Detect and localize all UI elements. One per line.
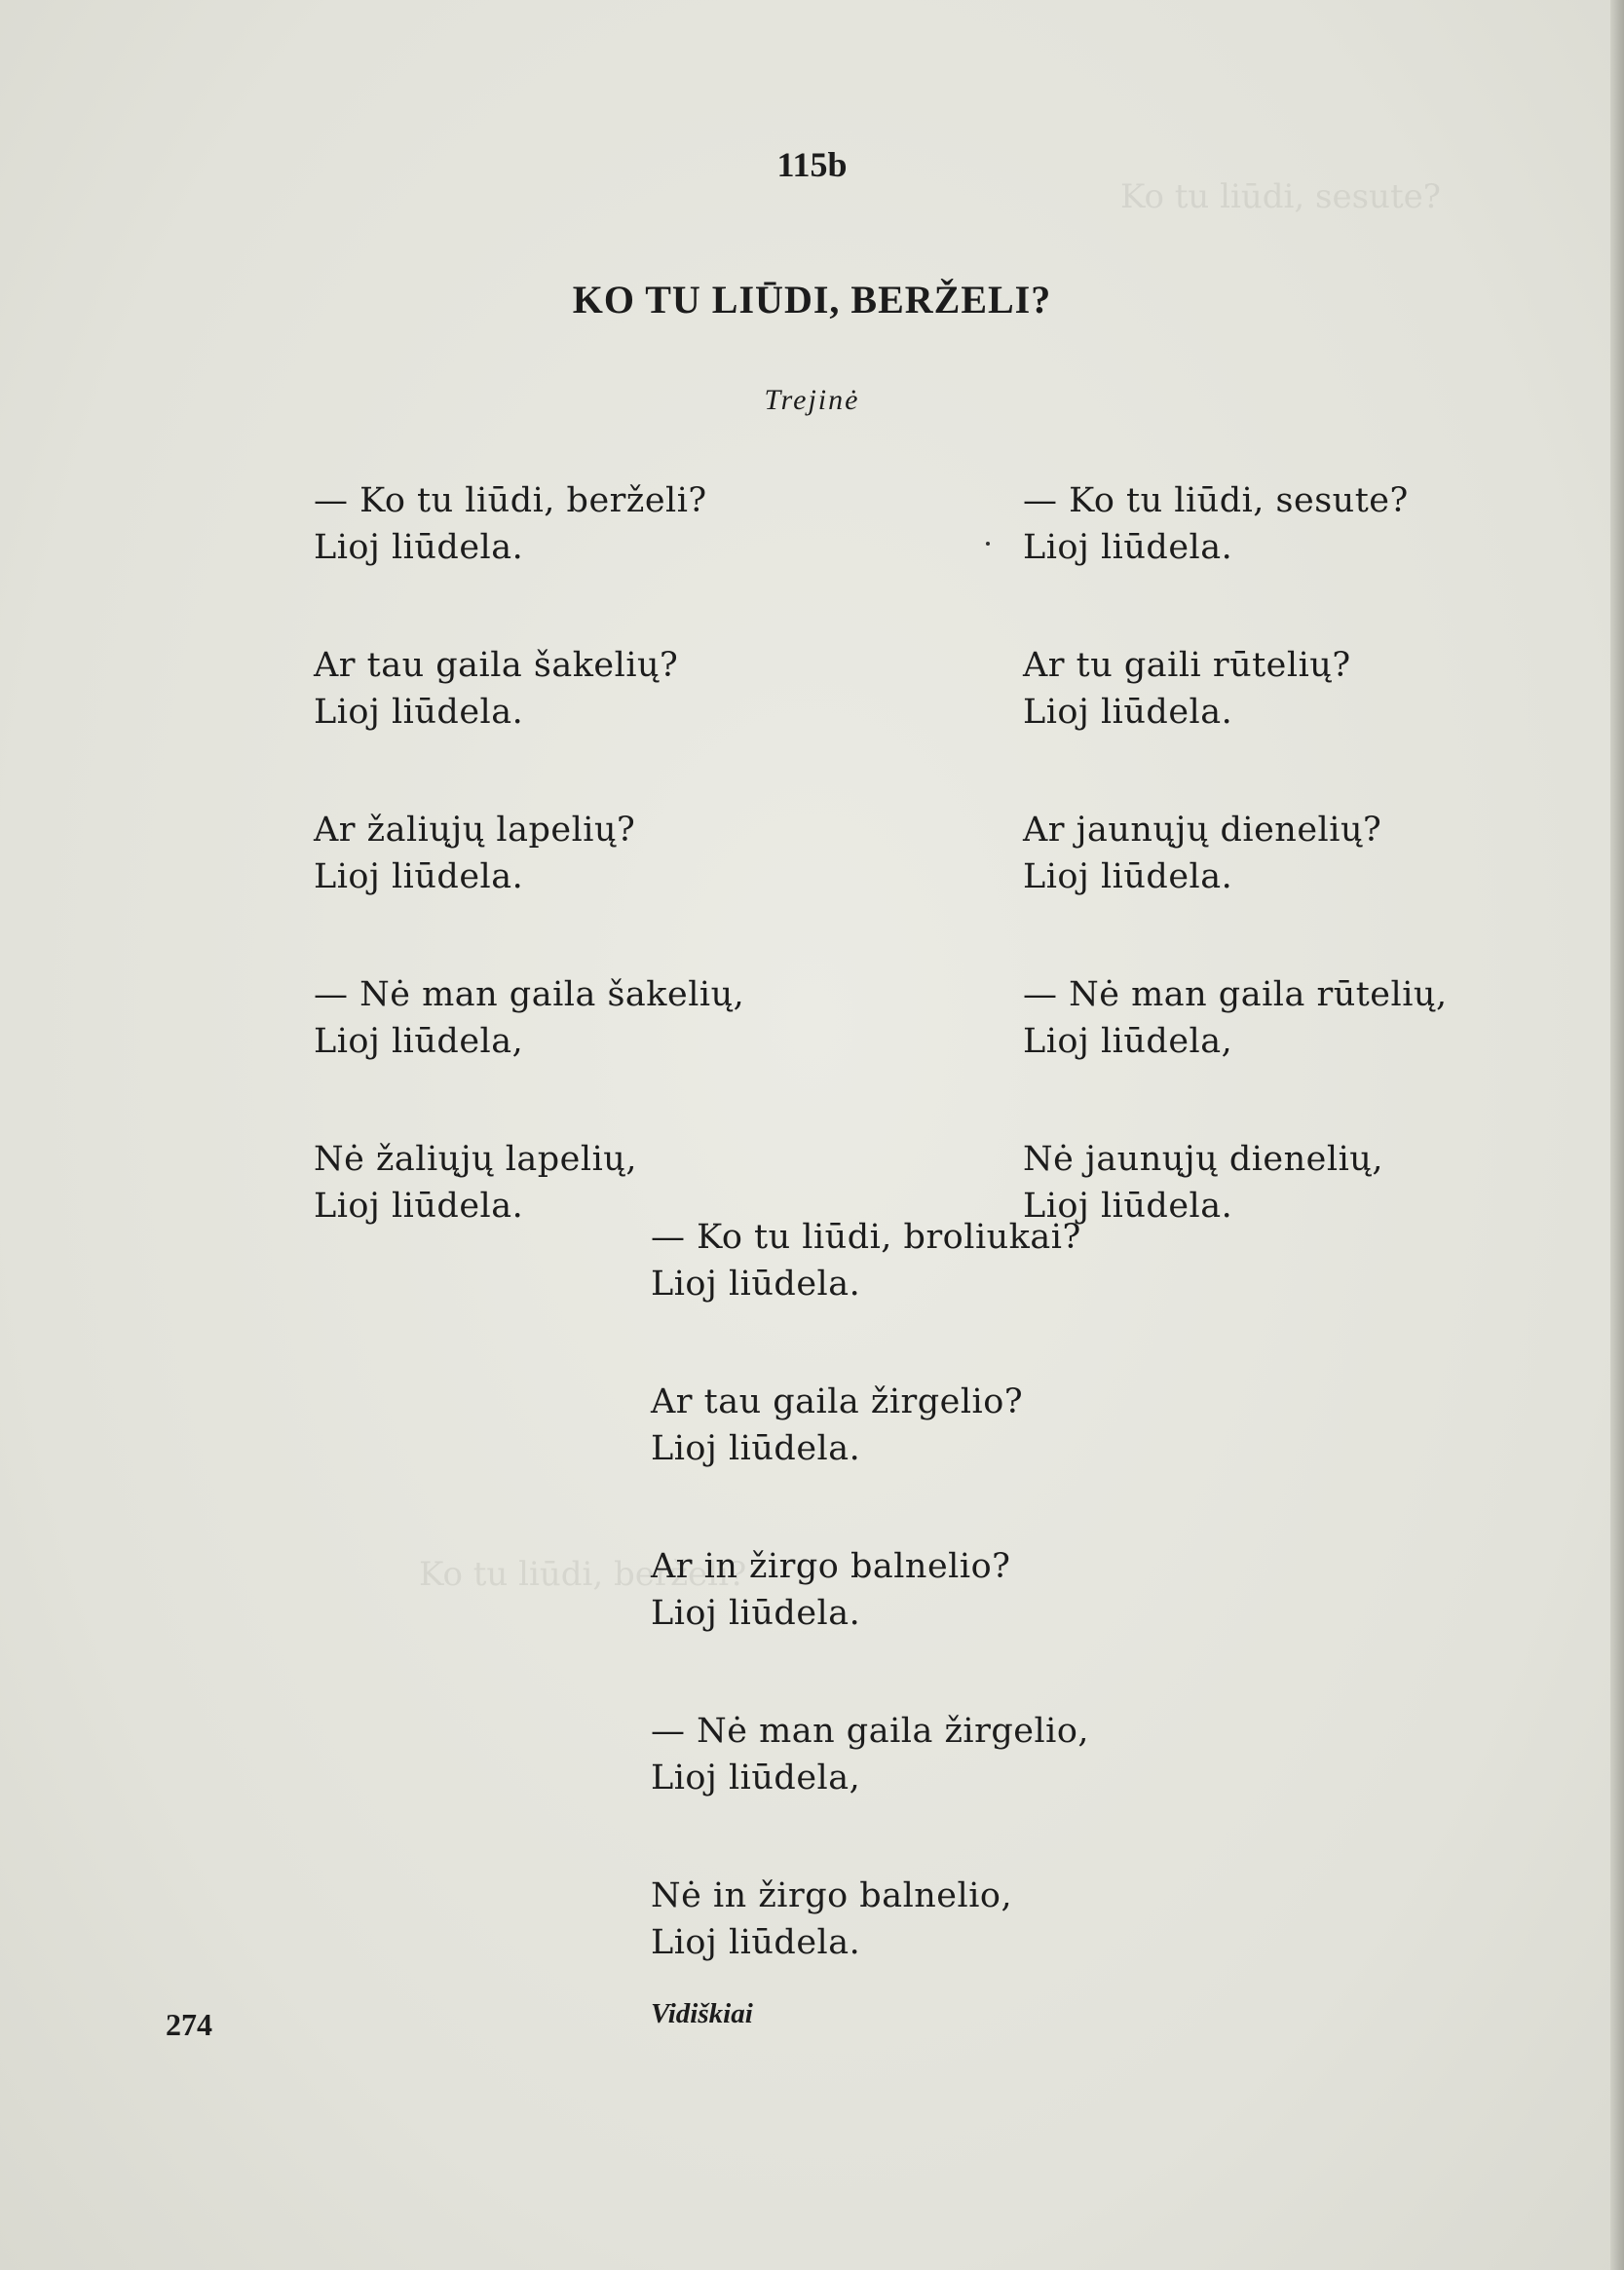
stanza (314, 642, 859, 736)
bleed-through-text: Ko tu liūdi, berželi? (419, 1555, 747, 1594)
stanza (314, 971, 859, 1065)
lyric-line: Nė jaunųjų dienelių, (1023, 1140, 1383, 1179)
refrain-line: Lioj liūdela. (1023, 1187, 1233, 1226)
lyric-line: Ar tau gaila šakelių? (314, 646, 679, 685)
stanza (651, 1873, 1255, 1966)
stanza (1023, 477, 1568, 571)
stanza (651, 1214, 1255, 1307)
lyric-line: — Nė man gaila rūtelių, (1023, 975, 1448, 1014)
lyric-line: — Ko tu liūdi, broliukai? (651, 1218, 1081, 1257)
page-number: 274 (166, 2007, 212, 2042)
refrain-line: Lioj liūdela. (314, 693, 524, 732)
page-edge (1610, 0, 1624, 2270)
lyrics-column-right (1023, 477, 1568, 1301)
lyrics-column-center (651, 1214, 1255, 2030)
lyric-line: — Nė man gaila žirgelio, (651, 1712, 1090, 1751)
refrain-line: Lioj liūdela. (314, 528, 524, 567)
lyric-line: Ar tu gaili rūtelių? (1023, 646, 1351, 685)
lyric-line: — Ko tu liūdi, berželi? (314, 481, 707, 520)
refrain-line: Lioj liūdela, (651, 1759, 861, 1797)
refrain-line: Lioj liūdela, (314, 1022, 524, 1061)
refrain-line: Lioj liūdela. (314, 1187, 524, 1226)
lyric-line: Ar tau gaila žirgelio? (651, 1382, 1024, 1421)
refrain-line: Lioj liūdela. (314, 857, 524, 896)
stanza (1023, 971, 1568, 1065)
refrain-line: Lioj liūdela. (1023, 857, 1233, 896)
lyric-line: Nė žaliųjų lapelių, (314, 1140, 637, 1179)
lyrics-column-left (314, 477, 859, 1301)
lyric-line: Ar žaliųjų lapelių? (314, 811, 636, 850)
song-title: KO TU LIŪDI, BERŽELI? (572, 278, 1052, 322)
song-number: 115b (776, 145, 848, 184)
print-speck (986, 542, 990, 546)
refrain-line: Lioj liūdela. (651, 1923, 861, 1962)
refrain-line: Lioj liūdela. (1023, 528, 1233, 567)
refrain-line: Lioj liūdela. (651, 1265, 861, 1304)
stanza (314, 477, 859, 571)
bleed-through-text: Ko tu liūdi, sesute? (1120, 177, 1441, 216)
stanza (651, 1543, 1255, 1637)
lyric-line: — Ko tu liūdi, sesute? (1023, 481, 1409, 520)
stanza (314, 807, 859, 900)
lyric-line: — Nė man gaila šakelių, (314, 975, 745, 1014)
refrain-line: Lioj liūdela. (651, 1429, 861, 1468)
lyric-line: Ar in žirgo balnelio? (651, 1547, 1011, 1586)
lyric-line: Ar jaunųjų dienelių? (1023, 811, 1382, 850)
stanza (651, 1379, 1255, 1472)
stanza (651, 1708, 1255, 1801)
lyric-line: Nė in žirgo balnelio, (651, 1876, 1013, 1915)
stanza (1023, 807, 1568, 900)
song-subtitle: Trejinė (764, 384, 860, 416)
refrain-line: Lioj liūdela. (651, 1594, 861, 1633)
song-origin: Vidiškiai (651, 1998, 753, 2029)
refrain-line: Lioj liūdela. (1023, 693, 1233, 732)
stanza (1023, 642, 1568, 736)
refrain-line: Lioj liūdela, (1023, 1022, 1233, 1061)
